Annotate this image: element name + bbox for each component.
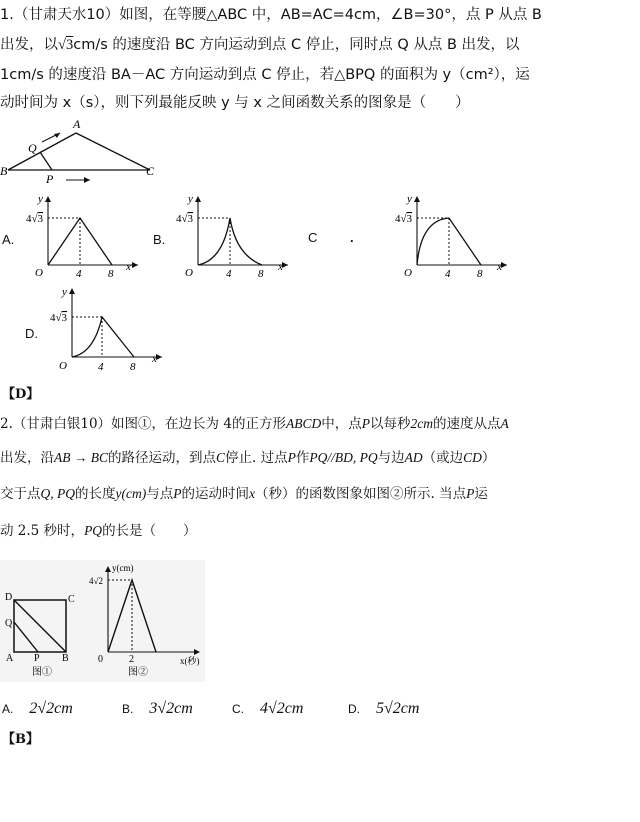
option-b-label: B. <box>153 232 166 247</box>
opt-a-x: x <box>126 261 131 273</box>
opt-a-y: y <box>38 193 43 205</box>
q2-choice-d: D. 5√2cm <box>348 700 420 717</box>
g2-ylabel: y(cm) <box>112 563 134 573</box>
opt-c-origin: O <box>404 267 412 279</box>
opt-d-x: x <box>152 353 157 365</box>
q2-line-1: 2.（甘肃白银10）如图①，在边长为 4的正方形ABCD中，点P以每秒2cm的速度从点A <box>0 416 509 432</box>
g2-caption: 图② <box>128 667 148 678</box>
opt-c-x: x <box>497 261 502 273</box>
q2-choice-b: B. 3√2cm <box>122 700 193 717</box>
q2-choice-c: C. 4√2cm <box>232 700 304 717</box>
q2-line-4: 动 2.5 秒时，PQ的长是（ ） <box>0 523 197 539</box>
sq-label-C: C <box>68 594 75 605</box>
opt-c-x2: 8 <box>477 268 483 280</box>
tri-label-Q: Q <box>28 141 37 155</box>
q1-line-3: 1cm/s 的速度沿 BA－AC 方向运动到点 C 停止，若△BPQ 的面积为 y（cm²），运 <box>0 67 530 83</box>
opt-b-ymax: 4√3 <box>176 213 194 225</box>
opt-b-x: x <box>278 261 283 273</box>
g2-origin: 0 <box>98 654 103 665</box>
sq-caption: 图① <box>32 667 52 678</box>
option-a-graph <box>20 190 140 280</box>
option-c-dot: . <box>350 230 354 245</box>
opt-d-ymax: 4√3 <box>50 312 68 324</box>
opt-a-x1: 4 <box>76 268 82 280</box>
g2-xlabel: x(秒) <box>180 656 200 666</box>
opt-c-y: y <box>407 193 412 205</box>
opt-a-origin: O <box>35 267 43 279</box>
opt-b-y: y <box>188 193 193 205</box>
opt-d-y: y <box>62 286 67 298</box>
sq-label-Q: Q <box>5 618 13 629</box>
q2-figure-2-graph <box>88 560 208 682</box>
opt-a-ymax: 4√3 <box>26 213 44 225</box>
sq-label-D: D <box>5 592 13 603</box>
option-b-graph <box>168 190 293 280</box>
q2-line-2: 出发，沿AB → BC的路径运动，到点C停止. 过点P作PQ//BD, PQ与边AD（或边CD） <box>0 450 496 466</box>
sq-label-B: B <box>62 653 69 664</box>
opt-d-x2: 8 <box>130 361 136 373</box>
g2-ymax: 4√2 <box>89 576 103 586</box>
q1-line-2 <box>0 35 520 55</box>
q1-line-1: 1.（甘肃天水10）如图，在等腰△ABC 中，AB=AC=4cm，∠B=30°，点 P 从点 B <box>0 7 542 23</box>
tri-label-P: P <box>46 172 54 186</box>
q1-answer: 【D】 <box>2 387 40 402</box>
q1-line-4: 动时间为 x（s），则下列最能反映 y 与 x 之间函数关系的图象是（ ） <box>0 95 470 111</box>
opt-c-ymax: 4√3 <box>395 213 413 225</box>
opt-d-origin: O <box>59 360 67 372</box>
q1-sqrt-3: √3 <box>58 37 74 53</box>
q2-choice-a: A. 2√2cm <box>2 700 73 717</box>
q2-line-3: 交于点Q, PQ的长度y(cm)与点P的运动时间x（秒）的函数图象如图②所示. 当点P运 <box>0 486 488 502</box>
q1-line-2-end: cm/s 的速度沿 BC 方向运动到点 C 停止，同时点 Q 从点 B 出发，以 <box>73 37 520 53</box>
q1-line-2-start: 出发，以 <box>0 37 58 53</box>
opt-b-x2: 8 <box>258 268 264 280</box>
g2-x1: 2 <box>129 654 134 665</box>
q2-figure-1-square <box>0 560 90 682</box>
q1-triangle-figure <box>0 115 160 185</box>
sq-label-P: P <box>34 653 40 664</box>
option-d-label: D. <box>25 326 38 341</box>
tri-label-A: A <box>73 117 81 131</box>
opt-a-x2: 8 <box>108 268 114 280</box>
sq-label-A: A <box>6 653 14 664</box>
opt-b-origin: O <box>185 267 193 279</box>
opt-c-x1: 4 <box>445 268 451 280</box>
option-d-graph <box>42 285 167 375</box>
q2-answer: 【B】 <box>2 732 39 747</box>
tri-label-B: B <box>0 164 8 178</box>
option-c-graph <box>385 190 510 280</box>
option-a-label: A. <box>2 232 15 247</box>
option-c-label: C <box>308 230 318 245</box>
tri-label-C: C <box>146 164 155 178</box>
opt-d-x1: 4 <box>98 361 104 373</box>
opt-b-x1: 4 <box>226 268 232 280</box>
